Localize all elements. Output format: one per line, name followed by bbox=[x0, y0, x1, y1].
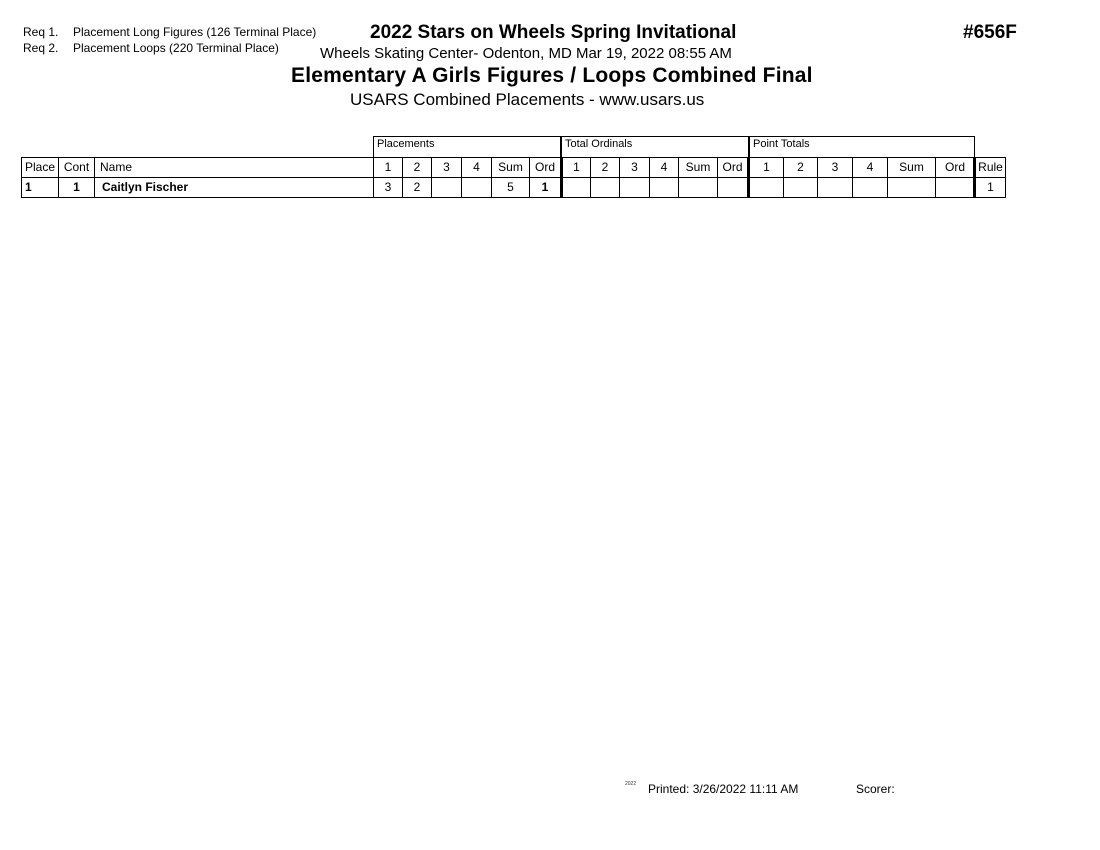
cell-points-sum bbox=[887, 177, 936, 198]
column-header-ordinal-4: 4 bbox=[649, 157, 679, 178]
column-header-points-4: 4 bbox=[852, 157, 888, 178]
footer-code: 2022 bbox=[625, 781, 637, 787]
venue-date-line: Wheels Skating Center- Odenton, MD Mar 19, 2022 08:55 AM bbox=[320, 45, 732, 62]
column-header-placement-3: 3 bbox=[431, 157, 462, 178]
requirement-number: Req 2. bbox=[23, 41, 59, 55]
cell-ordinal-ord bbox=[717, 177, 748, 198]
cell-ordinal-sum bbox=[678, 177, 718, 198]
cell-ordinal-1 bbox=[560, 177, 591, 198]
column-header-points-sum: Sum bbox=[887, 157, 936, 178]
column-header-ordinal-3: 3 bbox=[619, 157, 650, 178]
column-header-ordinal-2: 2 bbox=[590, 157, 620, 178]
requirement-1 bbox=[23, 25, 316, 39]
cell-ordinal-2 bbox=[590, 177, 620, 198]
column-header-placement-ord: Ord bbox=[529, 157, 561, 178]
column-header-rule: Rule bbox=[973, 157, 1006, 178]
cell-ordinal-3 bbox=[619, 177, 650, 198]
column-header-ordinal-sum: Sum bbox=[678, 157, 718, 178]
column-header-placement-4: 4 bbox=[461, 157, 492, 178]
cell-points-3 bbox=[817, 177, 853, 198]
combined-placements-line: USARS Combined Placements - www.usars.us bbox=[350, 90, 705, 109]
cell-name: Caitlyn Fischer bbox=[94, 177, 374, 198]
event-title: 2022 Stars on Wheels Spring Invitational bbox=[370, 22, 737, 43]
column-header-points-3: 3 bbox=[817, 157, 853, 178]
group-header-total-ordinals: Total Ordinals bbox=[561, 136, 749, 157]
column-header-placement-1: 1 bbox=[373, 157, 403, 178]
final-title: Elementary A Girls Figures / Loops Combined Final bbox=[291, 64, 813, 87]
cell-cont: 1 bbox=[58, 177, 95, 198]
column-header-ordinal-1: 1 bbox=[560, 157, 591, 178]
column-header-points-ord: Ord bbox=[935, 157, 975, 178]
column-header-ordinal-ord: Ord bbox=[717, 157, 748, 178]
cell-placement-1: 3 bbox=[373, 177, 403, 198]
column-header-cont: Cont bbox=[58, 157, 95, 178]
cell-placement-sum: 5 bbox=[491, 177, 530, 198]
cell-placement-ord: 1 bbox=[529, 177, 561, 198]
column-header-name: Name bbox=[94, 157, 374, 178]
event-number: #656F bbox=[963, 22, 1017, 43]
cell-placement-4 bbox=[461, 177, 492, 198]
group-header-placements: Placements bbox=[373, 136, 561, 157]
requirement-number: Req 1. bbox=[23, 25, 59, 39]
column-header-placement-2: 2 bbox=[402, 157, 432, 178]
cell-points-2 bbox=[783, 177, 818, 198]
column-header-points-1: 1 bbox=[747, 157, 784, 178]
group-header-point-totals: Point Totals bbox=[749, 136, 975, 157]
cell-place: 1 bbox=[21, 177, 59, 198]
column-header-points-2: 2 bbox=[783, 157, 818, 178]
cell-ordinal-4 bbox=[649, 177, 679, 198]
requirement-text: Placement Long Figures (126 Terminal Place) bbox=[73, 25, 317, 39]
cell-points-ord bbox=[935, 177, 975, 198]
cell-points-4 bbox=[852, 177, 888, 198]
cell-placement-3 bbox=[431, 177, 462, 198]
printed-timestamp: Printed: 3/26/2022 11:11 AM bbox=[648, 782, 799, 796]
requirement-text: Placement Loops (220 Terminal Place) bbox=[73, 41, 279, 55]
requirement-2 bbox=[23, 41, 279, 55]
cell-points-1 bbox=[747, 177, 784, 198]
scorer-label: Scorer: bbox=[856, 782, 895, 796]
cell-rule: 1 bbox=[973, 177, 1006, 198]
column-header-placement-sum: Sum bbox=[491, 157, 530, 178]
column-header-place: Place bbox=[21, 157, 59, 178]
cell-placement-2: 2 bbox=[402, 177, 432, 198]
